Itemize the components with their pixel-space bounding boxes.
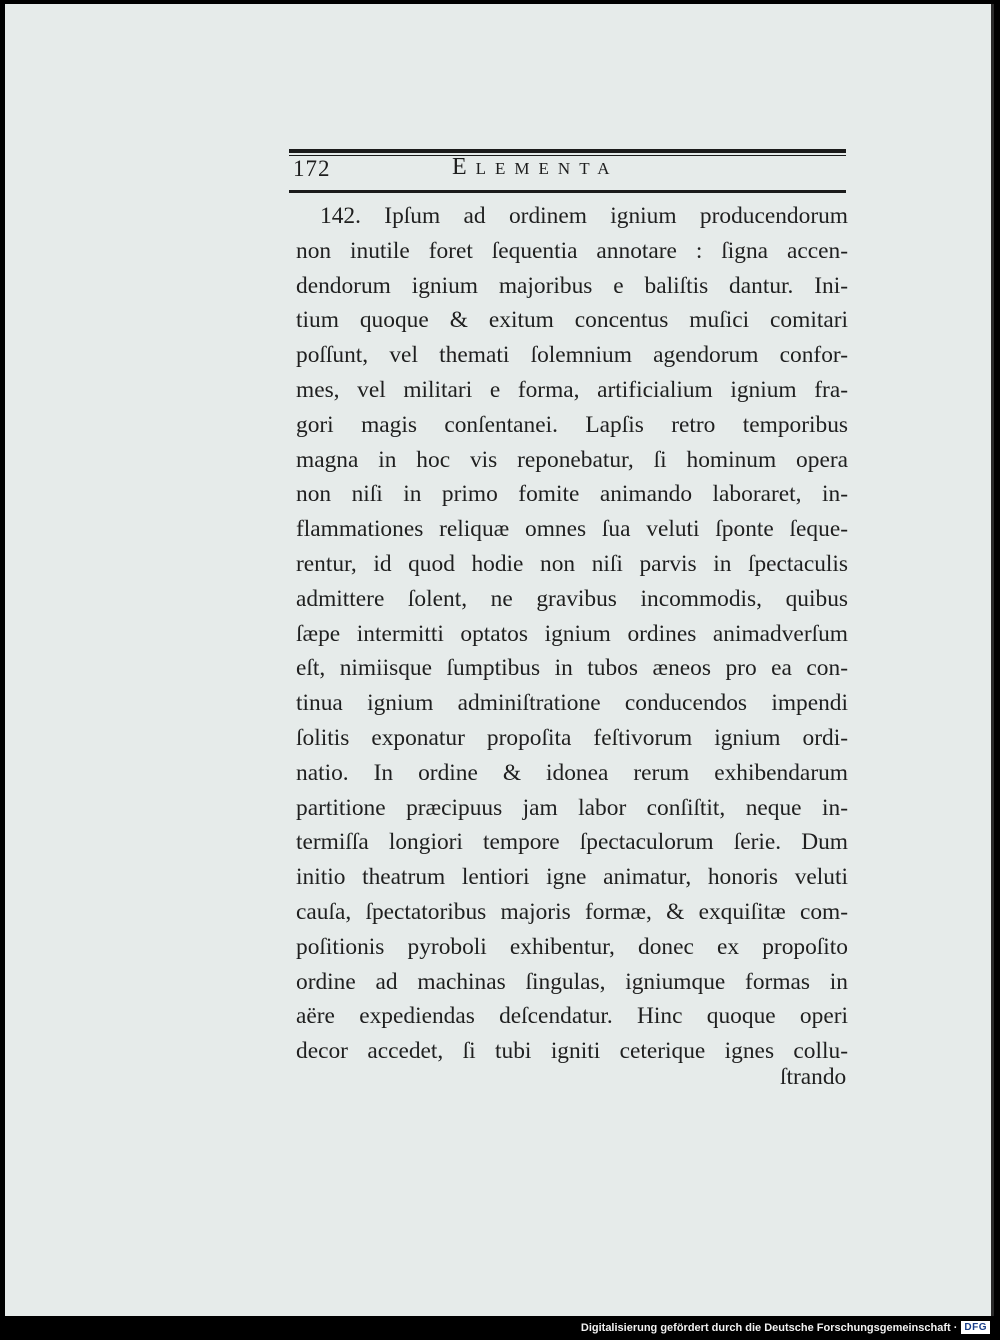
text-line: partitione præcipuus jam labor conſiſtit, neque in- — [296, 794, 848, 821]
running-head: Elementa — [452, 154, 619, 180]
header-rule-thick — [289, 149, 846, 153]
text-line: poſſunt, vel themati ſolemnium agendorum confor- — [296, 342, 848, 369]
text-line: non inutile foret ſequentia annotare : ſigna accen- — [296, 237, 848, 264]
digitization-credit — [581, 1321, 990, 1334]
credit-text: Digitalisierung gefördert durch die Deutsche Forschungsgemeinschaft · — [580, 1321, 958, 1334]
body-text — [296, 199, 848, 1069]
text-line: non niſi in primo fomite animando laboraret, in- — [296, 481, 848, 508]
text-line: magna in hoc vis reponebatur, ſi hominum opera — [296, 446, 848, 473]
text-line: termiſſa longiori tempore ſpectaculorum ſerie. Dum — [296, 829, 848, 856]
text-line: gori magis conſentanei. Lapſis retro temporibus — [296, 411, 848, 438]
text-line: poſitionis pyroboli exhibentur, donec ex propoſito — [296, 933, 848, 960]
text-line: decor accedet, ſi tubi igniti ceterique ignes collu- — [296, 1038, 848, 1065]
header-rule-bottom — [289, 190, 846, 193]
text-line: cauſa, ſpectatoribus majoris formæ, & exquiſitæ com- — [296, 898, 848, 925]
text-line: tium quoque & exitum concentus muſici comitari — [296, 307, 848, 334]
text-line: aëre expediendas deſcendatur. Hinc quoque operi — [296, 1003, 848, 1030]
text-line: admittere ſolent, ne gravibus incommodis, quibus — [296, 585, 848, 612]
text-line: rentur, id quod hodie non niſi parvis in ſpectaculis — [296, 550, 848, 577]
text-line: initio theatrum lentiori igne animatur, honoris veluti — [296, 864, 848, 891]
page-number: 172 — [293, 156, 331, 181]
text-line: dendorum ignium majoribus e baliſtis dantur. Ini- — [296, 272, 848, 299]
dfg-logo: DFG — [961, 1321, 990, 1334]
catchword: ſtrando — [780, 1064, 847, 1090]
text-line: 142. Ipſum ad ordinem ignium producendorum — [320, 203, 848, 229]
text-line: ſæpe intermitti optatos ignium ordines animadverſum — [296, 620, 848, 647]
text-line: flammationes reliquæ omnes ſua veluti ſponte ſeque- — [296, 516, 848, 543]
text-line: tinua ignium adminiſtratione conducendos impendi — [296, 690, 848, 717]
text-line: natio. In ordine & idonea rerum exhibendarum — [296, 759, 848, 786]
text-line: ſolitis exponatur propoſita feſtivorum ignium ordi- — [296, 724, 848, 751]
text-line: ordine ad machinas ſingulas, igniumque formas in — [296, 968, 848, 995]
text-line: eſt, nimiisque ſumptibus in tubos æneos pro ea con- — [296, 655, 848, 682]
text-line: mes, vel militari e forma, artificialium ignium fra- — [296, 376, 848, 403]
